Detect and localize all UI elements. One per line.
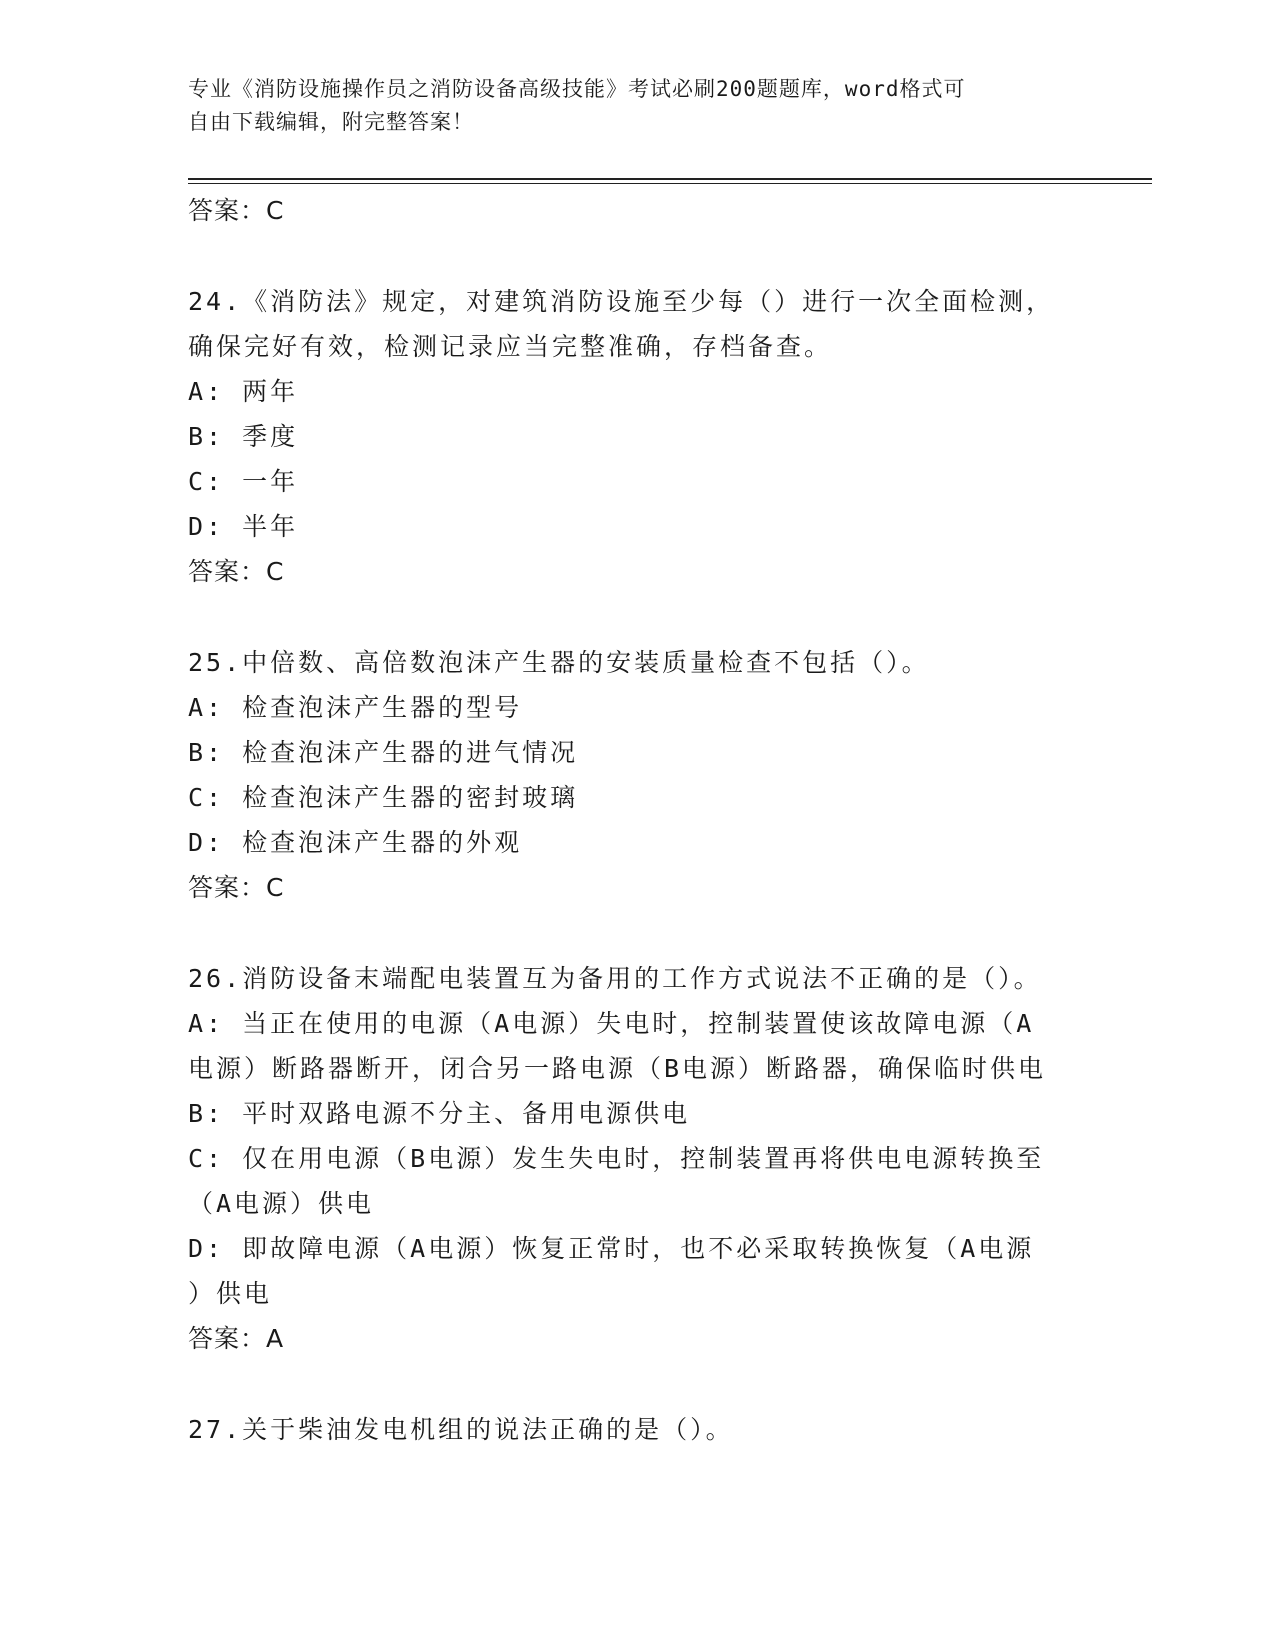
header-divider-thick <box>188 178 1152 180</box>
option-line: ）供电 <box>188 1279 273 1308</box>
answer-line: 答案：A <box>188 1324 285 1353</box>
question-spacer <box>188 233 1088 279</box>
header-divider-thin <box>188 183 1152 184</box>
question-list <box>188 188 1088 1452</box>
question-stem-line: 24.《消防法》规定，对建筑消防设施至少每（）进行一次全面检测， <box>188 287 1055 316</box>
option-line: B: 检查泡沫产生器的进气情况 <box>188 738 579 767</box>
answer-line: 答案：C <box>188 557 285 586</box>
question-block <box>188 279 1088 594</box>
answer-line: 答案：C <box>188 196 285 225</box>
question-spacer <box>188 910 1088 956</box>
question-spacer <box>188 1361 1088 1407</box>
option-line: D: 半年 <box>188 512 299 541</box>
option-line: （A电源）供电 <box>188 1189 375 1218</box>
answer-line: 答案：C <box>188 873 285 902</box>
question-block <box>188 956 1088 1361</box>
option-line: B: 平时双路电源不分主、备用电源供电 <box>188 1099 691 1128</box>
question-block <box>188 640 1088 910</box>
question-stem-line: 确保完好有效，检测记录应当完整准确，存档备查。 <box>188 332 833 361</box>
option-line: A: 两年 <box>188 377 299 406</box>
option-line: D: 检查泡沫产生器的外观 <box>188 828 523 857</box>
option-line: C: 一年 <box>188 467 299 496</box>
header-line-2: 自由下载编辑，附完整答案！ <box>188 110 474 134</box>
option-line: A: 检查泡沫产生器的型号 <box>188 693 523 722</box>
question-stem-line: 27.关于柴油发电机组的说法正确的是（）。 <box>188 1415 734 1444</box>
option-line: 电源）断路器断开，闭合另一路电源（B电源）断路器，确保临时供电 <box>188 1054 1047 1083</box>
option-line: B: 季度 <box>188 422 299 451</box>
question-stem-line: 25.中倍数、高倍数泡沫产生器的安装质量检查不包括（）。 <box>188 648 930 677</box>
document-header <box>188 73 1088 139</box>
option-line: C: 仅在用电源（B电源）发生失电时，控制装置再将供电电源转换至 <box>188 1144 1045 1173</box>
questions-container <box>188 233 1088 1452</box>
option-line: C: 检查泡沫产生器的密封玻璃 <box>188 783 579 812</box>
question-block <box>188 1407 1088 1452</box>
option-line: D: 即故障电源（A电源）恢复正常时，也不必采取转换恢复（A电源 <box>188 1234 1035 1263</box>
question-stem-line: 26.消防设备末端配电装置互为备用的工作方式说法不正确的是（）。 <box>188 964 1042 993</box>
header-line-1: 专业《消防设施操作员之消防设备高级技能》考试必刷200题题库，word格式可 <box>188 77 966 101</box>
question-spacer <box>188 594 1088 640</box>
option-line: A: 当正在使用的电源（A电源）失电时，控制装置使该故障电源（A <box>188 1009 1035 1038</box>
